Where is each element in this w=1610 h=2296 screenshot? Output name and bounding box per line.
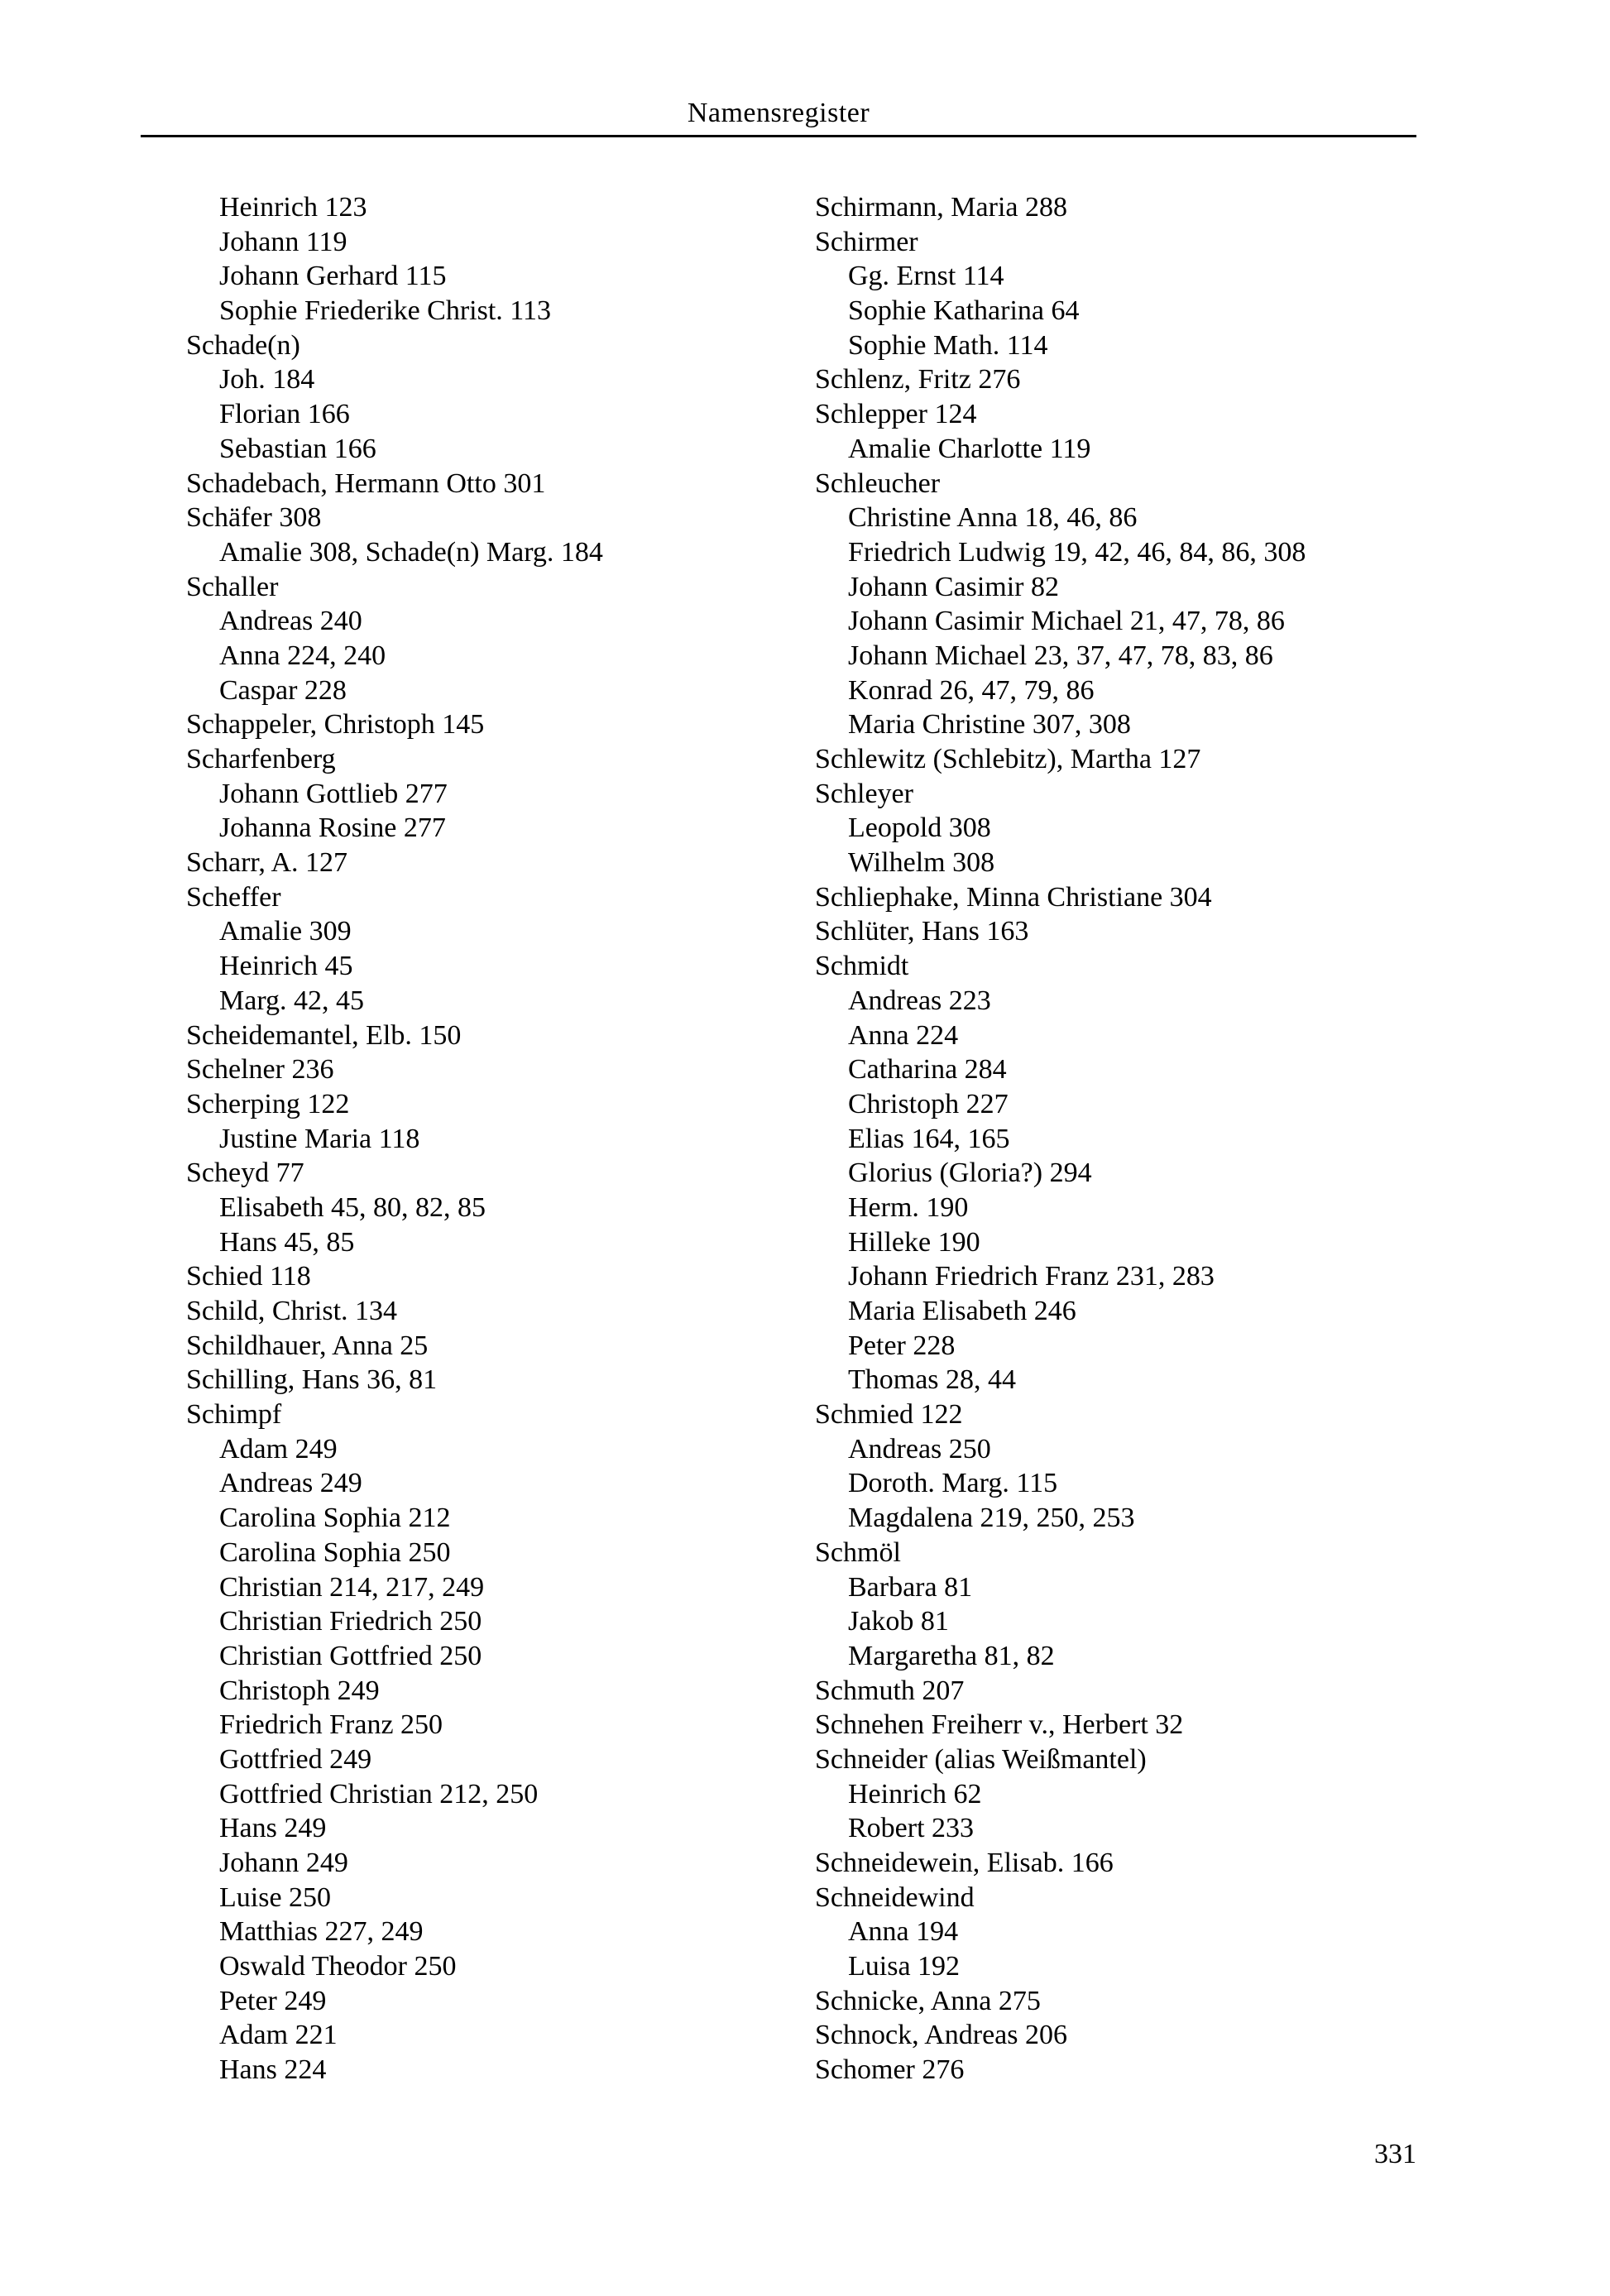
index-entry: Schäfer 308	[186, 502, 322, 534]
index-subentry: Christian 214, 217, 249	[219, 1571, 485, 1603]
index-entry: Schmöl	[815, 1536, 901, 1568]
index-subentry: Johann Casimir Michael 21, 47, 78, 86	[848, 606, 1285, 637]
index-subentry: Gottfried 249	[219, 1743, 372, 1775]
index-entry: Schelner 236	[186, 1054, 334, 1086]
index-subentry: Johann Gerhard 115	[219, 261, 447, 292]
index-entry: Schlüter, Hans 163	[815, 916, 1029, 947]
page-title: Namensregister	[687, 98, 870, 128]
index-subentry: Johanna Rosine 277	[219, 812, 446, 844]
index-subentry: Maria Elisabeth 246	[848, 1296, 1076, 1326]
index-entry: Schirmann, Maria 288	[815, 192, 1067, 223]
page-number: 331	[1374, 2139, 1416, 2169]
index-subentry: Hans 224	[219, 2054, 327, 2086]
index-entry: Schnicke, Anna 275	[815, 1985, 1041, 2016]
index-subentry: Andreas 249	[219, 1468, 362, 1499]
index-entry: Schliephake, Minna Christiane 304	[815, 881, 1212, 913]
index-entry: Schneidewind	[815, 1881, 975, 1913]
index-entry: Scheffer	[186, 881, 281, 913]
index-entry: Schneidewein, Elisab. 166	[815, 1848, 1114, 1878]
index-subentry: Sophie Katharina 64	[848, 295, 1080, 327]
index-entry: Schnehen Freiherr v., Herbert 32	[815, 1709, 1184, 1741]
index-column-left	[186, 190, 603, 2087]
index-subentry: Barbara 81	[848, 1571, 973, 1603]
index-subentry: Peter 249	[219, 1985, 327, 2016]
index-entry: Schildhauer, Anna 25	[186, 1330, 429, 1361]
index-subentry: Glorius (Gloria?) 294	[848, 1158, 1092, 1189]
page-header	[141, 96, 1416, 131]
index-entry: Scharr, A. 127	[186, 847, 348, 879]
index-subentry: Friedrich Ludwig 19, 42, 46, 84, 86, 308	[848, 536, 1306, 568]
index-entry: Schaller	[186, 571, 279, 602]
index-entry: Schlenz, Fritz 276	[815, 364, 1021, 395]
index-entry: Schadebach, Hermann Otto 301	[186, 467, 546, 499]
index-subentry: Andreas 250	[848, 1433, 991, 1464]
index-entry: Scharfenberg	[186, 744, 336, 774]
index-subentry: Elias 164, 165	[848, 1123, 1010, 1154]
index-subentry: Carolina Sophia 250	[219, 1536, 451, 1568]
index-subentry: Jakob 81	[848, 1606, 949, 1637]
index-subentry: Christian Friedrich 250	[219, 1606, 482, 1637]
index-subentry: Maria Christine 307, 308	[848, 709, 1131, 741]
index-entry: Schappeler, Christoph 145	[186, 709, 485, 741]
index-subentry: Amalie 309	[219, 916, 352, 947]
index-subentry: Anna 224	[848, 1019, 959, 1051]
index-subentry: Leopold 308	[848, 812, 991, 844]
index-subentry: Johann Friedrich Franz 231, 283	[848, 1261, 1215, 1292]
index-entry: Schirmer	[815, 226, 918, 257]
index-subentry: Matthias 227, 249	[219, 1916, 424, 1948]
index-subentry: Christoph 249	[219, 1675, 380, 1706]
index-subentry: Christine Anna 18, 46, 86	[848, 502, 1138, 534]
index-subentry: Anna 194	[848, 1916, 959, 1948]
index-subentry: Herm. 190	[848, 1191, 969, 1223]
index-entry: Schlepper 124	[815, 399, 977, 430]
index-entry: Schmied 122	[815, 1399, 963, 1431]
index-subentry: Magdalena 219, 250, 253	[848, 1503, 1135, 1534]
index-subentry: Oswald Theodor 250	[219, 1951, 457, 1982]
index-subentry: Johann Gottlieb 277	[219, 778, 448, 809]
index-entry: Schomer 276	[815, 2054, 965, 2086]
index-entry: Schilling, Hans 36, 81	[186, 1364, 438, 1396]
index-subentry: Catharina 284	[848, 1054, 1007, 1086]
index-entry: Schneider (alias Weißmantel)	[815, 1743, 1147, 1775]
index-subentry: Amalie Charlotte 119	[848, 433, 1091, 464]
index-subentry: Christoph 227	[848, 1088, 1009, 1119]
index-subentry: Johann 119	[219, 226, 347, 257]
index-subentry: Wilhelm 308	[848, 847, 995, 879]
index-subentry: Andreas 240	[219, 606, 362, 637]
index-subentry: Adam 221	[219, 2020, 338, 2051]
index-subentry: Amalie 308, Schade(n) Marg. 184	[219, 536, 603, 568]
index-subentry: Caspar 228	[219, 674, 347, 706]
index-subentry: Johann Michael 23, 37, 47, 78, 83, 86	[848, 640, 1273, 671]
index-entry: Schnock, Andreas 206	[815, 2020, 1068, 2051]
index-entry: Scherping 122	[186, 1088, 350, 1119]
index-subentry: Johann 249	[219, 1848, 348, 1878]
index-subentry: Sophie Math. 114	[848, 329, 1048, 361]
index-subentry: Heinrich 123	[219, 192, 367, 223]
index-entry: Schlewitz (Schlebitz), Martha 127	[815, 744, 1201, 774]
index-subentry: Christian Gottfried 250	[219, 1640, 482, 1671]
index-subentry: Konrad 26, 47, 79, 86	[848, 674, 1095, 706]
index-subentry: Peter 228	[848, 1330, 956, 1361]
index-subentry: Gottfried Christian 212, 250	[219, 1778, 539, 1809]
index-entry: Schmuth 207	[815, 1675, 965, 1706]
index-subentry: Robert 233	[848, 1813, 975, 1844]
index-entry: Schleucher	[815, 467, 941, 499]
index-subentry: Gg. Ernst 114	[848, 261, 1004, 292]
index-entry: Schmidt	[815, 951, 909, 982]
index-subentry: Johann Casimir 82	[848, 571, 1059, 602]
index-subentry: Heinrich 45	[219, 951, 353, 982]
index-entry: Scheidemantel, Elb. 150	[186, 1019, 462, 1051]
index-entry: Schleyer	[815, 778, 913, 809]
index-entry: Schild, Christ. 134	[186, 1296, 398, 1326]
index-subentry: Hilleke 190	[848, 1226, 980, 1258]
index-entry: Schied 118	[186, 1261, 311, 1292]
index-subentry: Luisa 192	[848, 1951, 961, 1982]
index-subentry: Carolina Sophia 212	[219, 1503, 451, 1534]
index-subentry: Hans 45, 85	[219, 1226, 355, 1258]
index-column-right	[815, 190, 1306, 2087]
index-subentry: Anna 224, 240	[219, 640, 386, 671]
header-rule	[141, 135, 1416, 137]
index-subentry: Margaretha 81, 82	[848, 1640, 1055, 1671]
index-subentry: Andreas 223	[848, 985, 991, 1016]
index-entry: Schade(n)	[186, 329, 300, 361]
index-subentry: Joh. 184	[219, 364, 315, 395]
index-subentry: Adam 249	[219, 1433, 338, 1464]
index-subentry: Elisabeth 45, 80, 82, 85	[219, 1191, 486, 1223]
index-subentry: Sebastian 166	[219, 433, 376, 464]
index-subentry: Luise 250	[219, 1881, 332, 1913]
index-subentry: Thomas 28, 44	[848, 1364, 1017, 1396]
index-subentry: Friedrich Franz 250	[219, 1709, 443, 1741]
index-subentry: Justine Maria 118	[219, 1123, 420, 1154]
index-subentry: Marg. 42, 45	[219, 985, 365, 1016]
index-subentry: Sophie Friederike Christ. 113	[219, 295, 552, 327]
index-subentry: Hans 249	[219, 1813, 327, 1844]
index-entry: Schimpf	[186, 1399, 282, 1431]
index-entry: Scheyd 77	[186, 1158, 304, 1189]
index-subentry: Florian 166	[219, 399, 350, 430]
index-subentry: Doroth. Marg. 115	[848, 1468, 1058, 1499]
index-subentry: Heinrich 62	[848, 1778, 982, 1809]
